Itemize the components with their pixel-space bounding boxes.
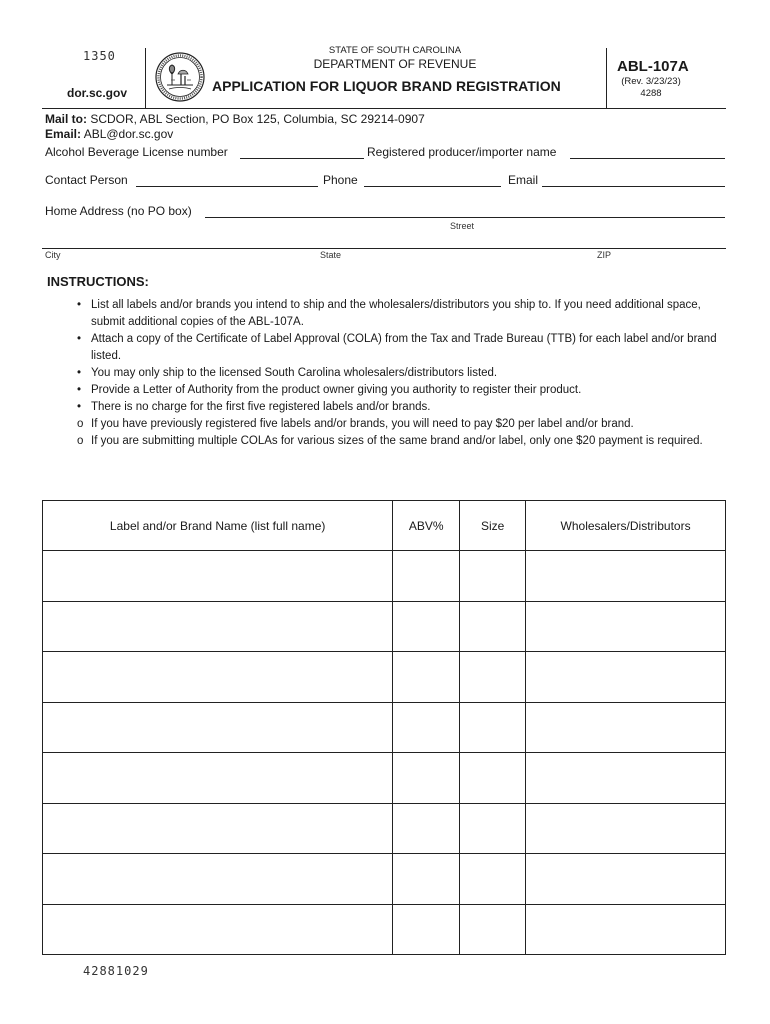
instruction-subtext: If you are submitting multiple COLAs for various sizes of the same brand and/or label, only one $20 payment is required. [91,435,703,447]
website-label: dor.sc.gov [67,86,128,100]
instructions-list [77,297,717,450]
instruction-text: List all labels and/or brands you intend to ship and the wholesalers/distributors you ship to. If you need additional space, submit additional copies of the ABL-107A. [91,299,701,328]
license-number-field[interactable] [240,158,364,159]
form-id: 4288 [640,88,662,99]
wholesalers-cell[interactable] [526,551,726,602]
header-divider-left [145,48,146,108]
instruction-text: There is no charge for the first five registered labels and/or brands. [91,401,431,413]
instruction-subtext: If you have previously registered five labels and/or brands, you will need to pay $20 per label and/or brand. [91,418,634,430]
state-label: State [320,250,342,260]
size-cell[interactable] [460,702,526,753]
abv-cell[interactable] [393,803,460,854]
producer-name-field[interactable] [570,158,725,159]
bullet-icon: • [77,367,82,379]
abv-cell[interactable] [393,702,460,753]
table-header-row [43,501,726,551]
header-rule [42,108,726,109]
mail-to-label: Mail to: [45,112,87,126]
abv-cell[interactable] [393,753,460,804]
bullet-icon: • [77,384,82,396]
email-field[interactable] [542,186,725,187]
label-name-cell[interactable] [43,904,393,955]
contact-person-field[interactable] [136,186,318,187]
page-title: APPLICATION FOR LIQUOR BRAND REGISTRATION [212,78,561,94]
wholesalers-cell[interactable] [526,601,726,652]
form-number: ABL-107A [617,58,689,75]
wholesalers-cell[interactable] [526,854,726,905]
form-code-top: 1350 [83,49,116,63]
mail-address: SCDOR, ABL Section, PO Box 125, Columbia, SC 29214-0907 [90,112,425,126]
contact-person-label: Contact Person [45,173,128,187]
email-field-label: Email [508,173,539,187]
label-name-cell[interactable] [43,803,393,854]
instruction-subitem [77,416,717,433]
sub-bullet-icon: o [77,435,84,447]
wholesalers-cell[interactable] [526,652,726,703]
label-name-cell[interactable] [43,551,393,602]
instruction-subitem [77,433,717,450]
home-address-label: Home Address (no PO box) [45,204,192,218]
instruction-text: Provide a Letter of Authority from the product owner giving you authority to register their product. [91,384,582,396]
abv-cell[interactable] [393,652,460,703]
zip-label: ZIP [597,250,612,260]
bullet-icon: • [77,299,82,311]
size-cell[interactable] [460,551,526,602]
table-row [43,753,726,804]
table-row [43,652,726,703]
email-line [45,127,173,141]
size-cell[interactable] [460,753,526,804]
instruction-item [77,331,717,365]
size-cell[interactable] [460,652,526,703]
label-name-cell[interactable] [43,652,393,703]
table-row [43,904,726,955]
abv-cell[interactable] [393,854,460,905]
instruction-item [77,399,717,416]
license-number-label: Alcohol Beverage License number [45,145,228,159]
size-cell[interactable] [460,854,526,905]
column-header-wholesalers: Wholesalers/Distributors [526,501,726,551]
table-row [43,803,726,854]
mail-to-line [45,112,425,126]
street-label: Street [450,221,475,231]
city-label: City [45,250,61,260]
brands-table [42,500,726,955]
table-row [43,551,726,602]
table-row [43,854,726,905]
column-header-label-name: Label and/or Brand Name (list full name) [43,501,393,551]
instruction-text: You may only ship to the licensed South Carolina wholesalers/distributors listed. [91,367,498,379]
wholesalers-cell[interactable] [526,803,726,854]
abv-cell[interactable] [393,904,460,955]
state-seal-icon [155,52,205,102]
label-name-cell[interactable] [43,753,393,804]
bullet-icon: • [77,401,82,413]
label-name-cell[interactable] [43,854,393,905]
instruction-item [77,365,717,382]
size-cell[interactable] [460,601,526,652]
instruction-item [77,382,717,399]
instructions-heading: INSTRUCTIONS: [47,274,149,289]
bullet-icon: • [77,333,82,345]
state-name: STATE OF SOUTH CAROLINA [328,45,462,56]
producer-name-label: Registered producer/importer name [367,145,557,159]
table-row [43,601,726,652]
wholesalers-cell[interactable] [526,904,726,955]
column-header-size: Size [460,501,526,551]
email-address: ABL@dor.sc.gov [83,127,174,141]
department-name: DEPARTMENT OF REVENUE [313,57,477,71]
wholesalers-cell[interactable] [526,753,726,804]
abv-cell[interactable] [393,601,460,652]
size-cell[interactable] [460,904,526,955]
street-field[interactable] [205,217,725,218]
label-name-cell[interactable] [43,601,393,652]
label-name-cell[interactable] [43,702,393,753]
city-state-zip-field[interactable] [42,248,726,249]
revision-date: (Rev. 3/23/23) [621,76,681,87]
phone-field[interactable] [364,186,501,187]
header-divider-right [606,48,607,108]
column-header-abv: ABV% [393,501,460,551]
size-cell[interactable] [460,803,526,854]
email-label: Email: [45,127,82,141]
form-code-bottom: 42881029 [83,964,149,978]
wholesalers-cell[interactable] [526,702,726,753]
abv-cell[interactable] [393,551,460,602]
table-row [43,702,726,753]
phone-label: Phone [323,173,358,187]
instruction-item [77,297,717,331]
sub-bullet-icon: o [77,418,84,430]
instruction-text: Attach a copy of the Certificate of Label Approval (COLA) from the Tax and Trade Bureau (TTB) for each label and/or brand listed. [91,333,717,362]
